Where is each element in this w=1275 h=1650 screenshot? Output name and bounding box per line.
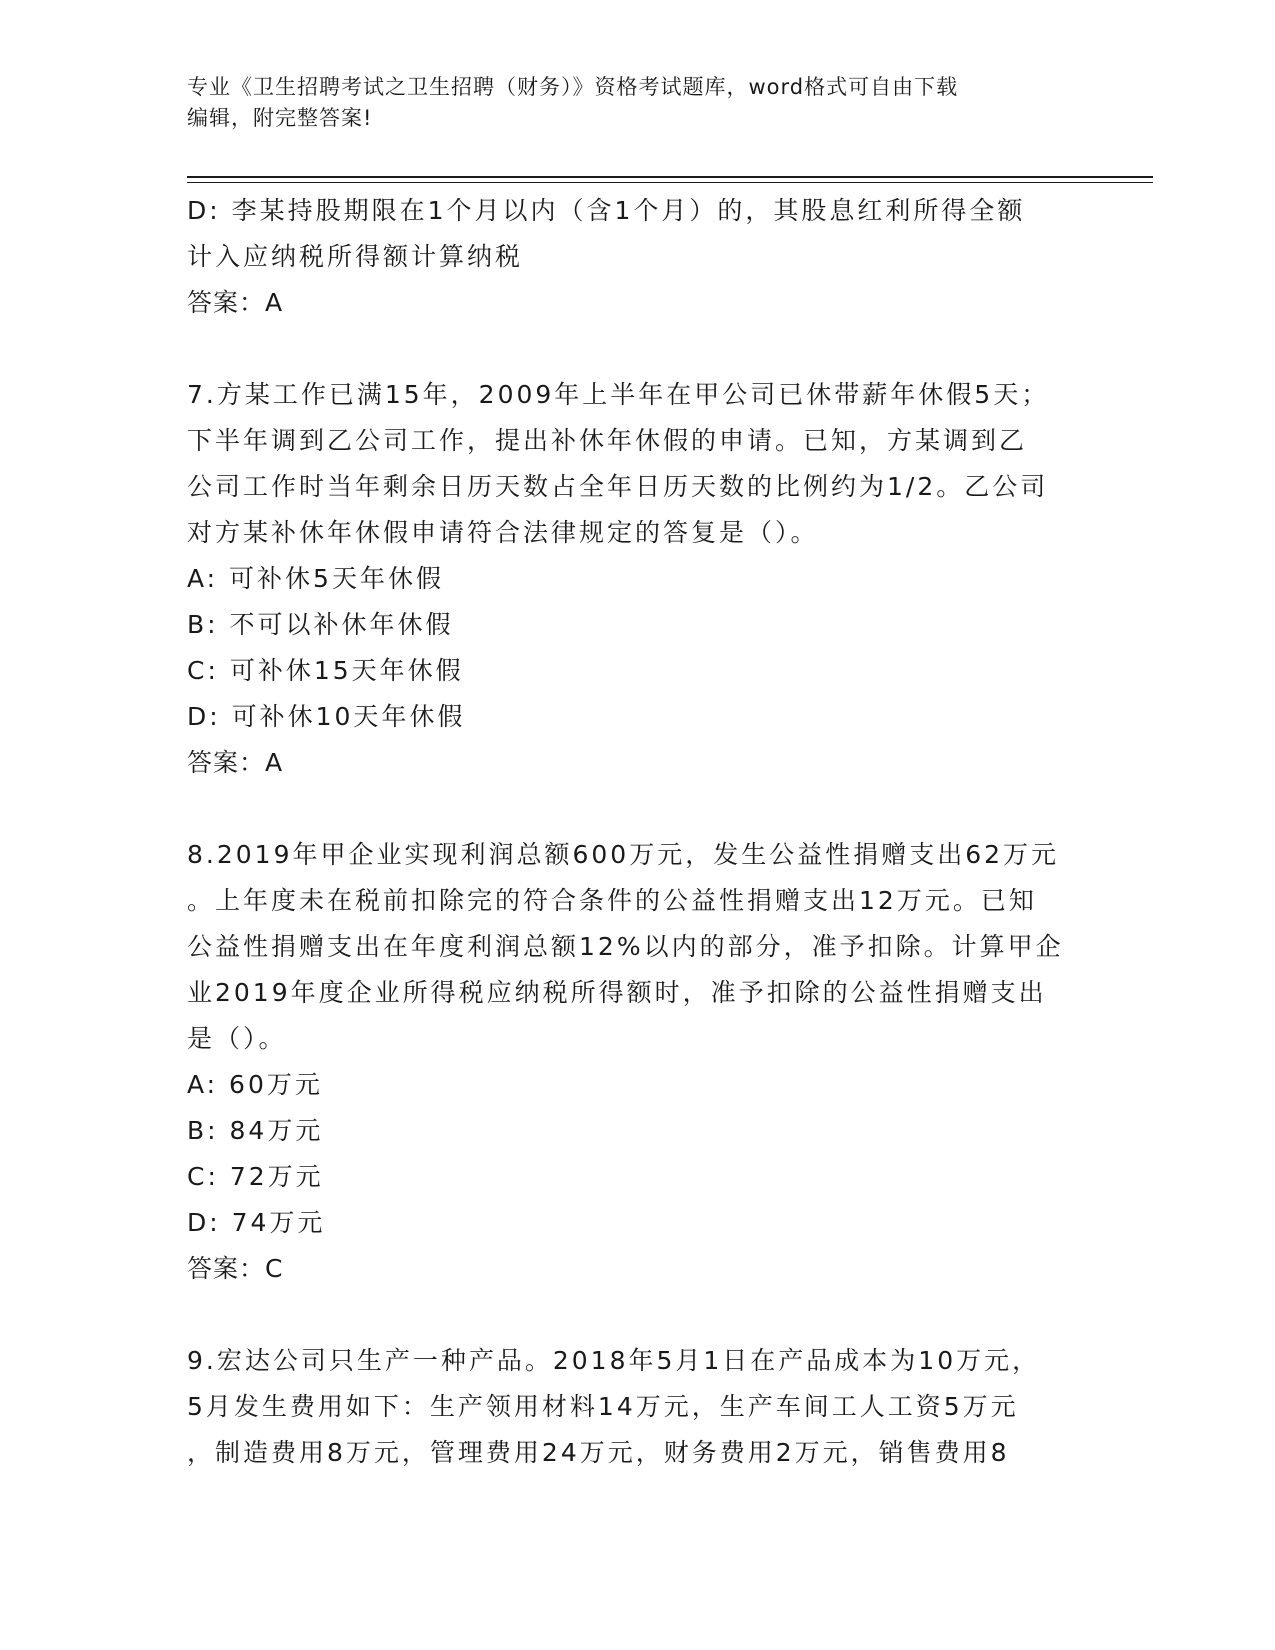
question-9 xyxy=(187,1338,1087,1476)
option-c: C: 可补休15天年休假 xyxy=(187,656,464,685)
option-d: D: 74万元 xyxy=(187,1208,326,1237)
answer: 答案：A xyxy=(187,748,284,777)
header-divider-thin xyxy=(187,182,1153,183)
option-d-continued: 计入应纳税所得额计算纳税 xyxy=(187,242,524,271)
question-6-tail xyxy=(187,188,1087,326)
question-stem-line: 5月发生费用如下：生产领用材料14万元，生产车间工人工资5万元 xyxy=(187,1392,1019,1421)
spacer xyxy=(187,786,1087,832)
option-d: D: 李某持股期限在1个月以内（含1个月）的，其股息红利所得全额 xyxy=(187,196,1026,225)
spacer xyxy=(187,326,1087,372)
question-stem-line: 下半年调到乙公司工作，提出补休年休假的申请。已知，方某调到乙 xyxy=(187,426,1028,455)
document-body xyxy=(187,188,1087,1476)
question-stem-line: 对方某补休年休假申请符合法律规定的答复是（）。 xyxy=(187,518,819,547)
header-divider-thick xyxy=(187,176,1153,178)
header-line-2: 编辑，附完整答案! xyxy=(187,106,373,130)
option-a: A: 可补休5天年休假 xyxy=(187,564,444,593)
option-c: C: 72万元 xyxy=(187,1162,324,1191)
question-7 xyxy=(187,372,1087,786)
question-stem-line: 公益性捐赠支出在年度利润总额12%以内的部分，准予扣除。计算甲企 xyxy=(187,932,1064,961)
question-stem-line: ，制造费用8万元，管理费用24万元，财务费用2万元，销售费用8 xyxy=(187,1438,1010,1467)
question-stem-line: 7.方某工作已满15年，2009年上半年在甲公司已休带薪年休假5天； xyxy=(187,380,1050,409)
question-stem-line: 业2019年度企业所得税应纳税所得额时，准予扣除的公益性捐赠支出 xyxy=(187,978,1047,1007)
document-header xyxy=(187,72,1087,134)
answer: 答案：C xyxy=(187,1254,284,1283)
question-stem-line: 是（）。 xyxy=(187,1024,287,1053)
header-line-1: 专业《卫生招聘考试之卫生招聘（财务）》资格考试题库，word格式可自由下载 xyxy=(187,75,959,99)
question-8 xyxy=(187,832,1087,1292)
option-a: A: 60万元 xyxy=(187,1070,323,1099)
option-b: B: 84万元 xyxy=(187,1116,324,1145)
question-stem-line: 8.2019年甲企业实现利润总额600万元，发生公益性捐赠支出62万元 xyxy=(187,840,1060,869)
answer: 答案：A xyxy=(187,288,284,317)
question-stem-line: 。上年度未在税前扣除完的符合条件的公益性捐赠支出12万元。已知 xyxy=(187,886,1037,915)
option-d: D: 可补休10天年休假 xyxy=(187,702,466,731)
spacer xyxy=(187,1292,1087,1338)
question-stem-line: 公司工作时当年剩余日历天数占全年日历天数的比例约为1/2。乙公司 xyxy=(187,472,1049,501)
question-stem-line: 9.宏达公司只生产一种产品。2018年5月1日在产品成本为10万元， xyxy=(187,1346,1041,1375)
option-b: B: 不可以补休年休假 xyxy=(187,610,454,639)
